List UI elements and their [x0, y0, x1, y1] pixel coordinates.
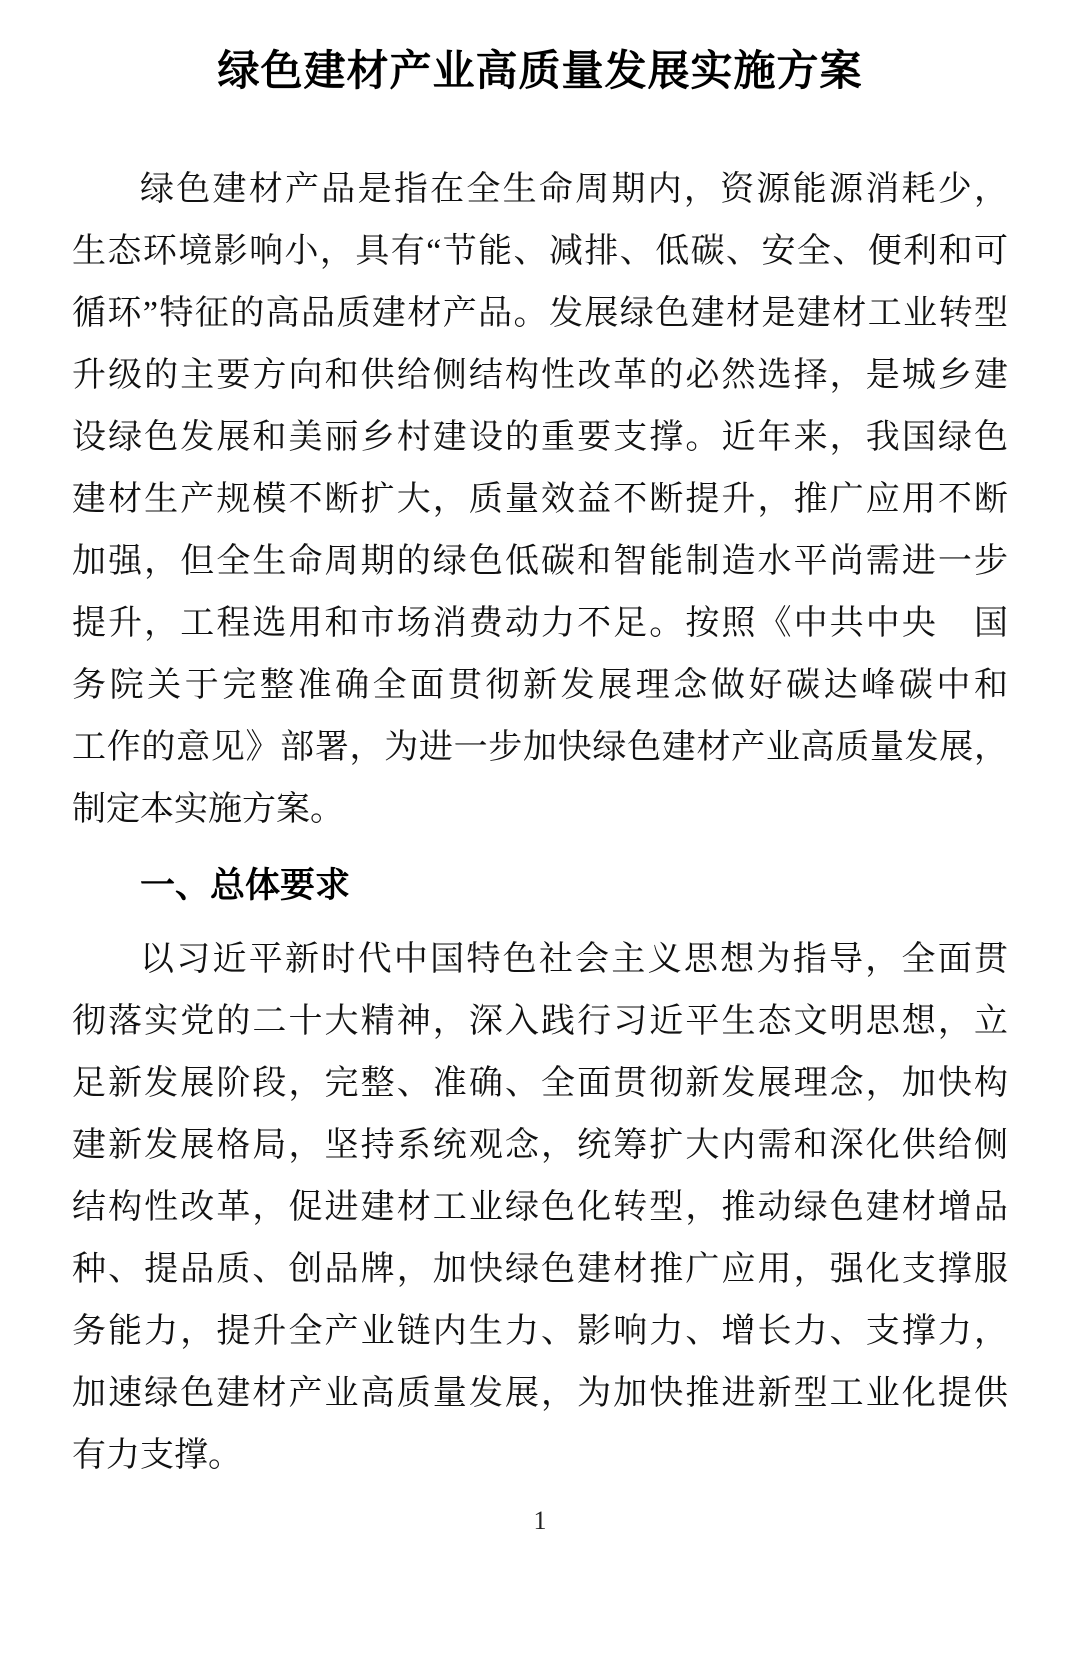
section-heading: 一、总体要求 — [140, 866, 351, 905]
body-line: 种、提品质、创品牌，加快绿色建材推广应用，强化支撑服 — [72, 1251, 1008, 1288]
body-line: 加速绿色建材产业高质量发展，为加快推进新型工业化提供 — [72, 1375, 1008, 1412]
body-line: 有力支撑。 — [72, 1437, 242, 1474]
body-line: 建新发展格局，坚持系统观念，统筹扩大内需和深化供给侧 — [72, 1127, 1008, 1164]
body-line: 彻落实党的二十大精神，深入践行习近平生态文明思想，立 — [72, 1003, 1008, 1040]
document-title: 绿色建材产业高质量发展实施方案 — [217, 49, 863, 95]
body-line: 务能力，提升全产业链内生力、影响力、增长力、支撑力， — [72, 1313, 1008, 1350]
body-line: 生态环境影响小，具有“节能、减排、低碳、安全、便利和可 — [72, 233, 1008, 270]
body-line: 结构性改革，促进建材工业绿色化转型，推动绿色建材增品 — [72, 1189, 1008, 1226]
body-line: 足新发展阶段，完整、准确、全面贯彻新发展理念，加快构 — [72, 1065, 1008, 1102]
body-line: 以习近平新时代中国特色社会主义思想为指导，全面贯 — [140, 941, 1008, 978]
body-line: 升级的主要方向和供给侧结构性改革的必然选择，是城乡建 — [72, 357, 1008, 394]
body-line: 绿色建材产品是指在全生命周期内，资源能源消耗少， — [140, 171, 1008, 208]
body-line: 加强，但全生命周期的绿色低碳和智能制造水平尚需进一步 — [72, 543, 1008, 580]
body-line: 务院关于完整准确全面贯彻新发展理念做好碳达峰碳中和 — [72, 667, 1008, 704]
document-body — [72, 159, 1008, 1487]
paragraph-1 — [72, 159, 1008, 841]
body-line: 设绿色发展和美丽乡村建设的重要支撑。近年来，我国绿色 — [72, 419, 1008, 456]
body-line: 提升，工程选用和市场消费动力不足。按照《中共中央 国 — [72, 605, 1008, 642]
paragraph-2 — [72, 929, 1008, 1487]
body-line: 循环”特征的高品质建材产品。发展绿色建材是建材工业转型 — [72, 295, 1008, 332]
body-line: 制定本实施方案。 — [72, 791, 344, 828]
body-line: 建材生产规模不断扩大，质量效益不断提升，推广应用不断 — [72, 481, 1008, 518]
body-line: 工作的意见》部署，为进一步加快绿色建材产业高质量发展， — [72, 729, 1008, 766]
page-number: 1 — [533, 1506, 547, 1535]
